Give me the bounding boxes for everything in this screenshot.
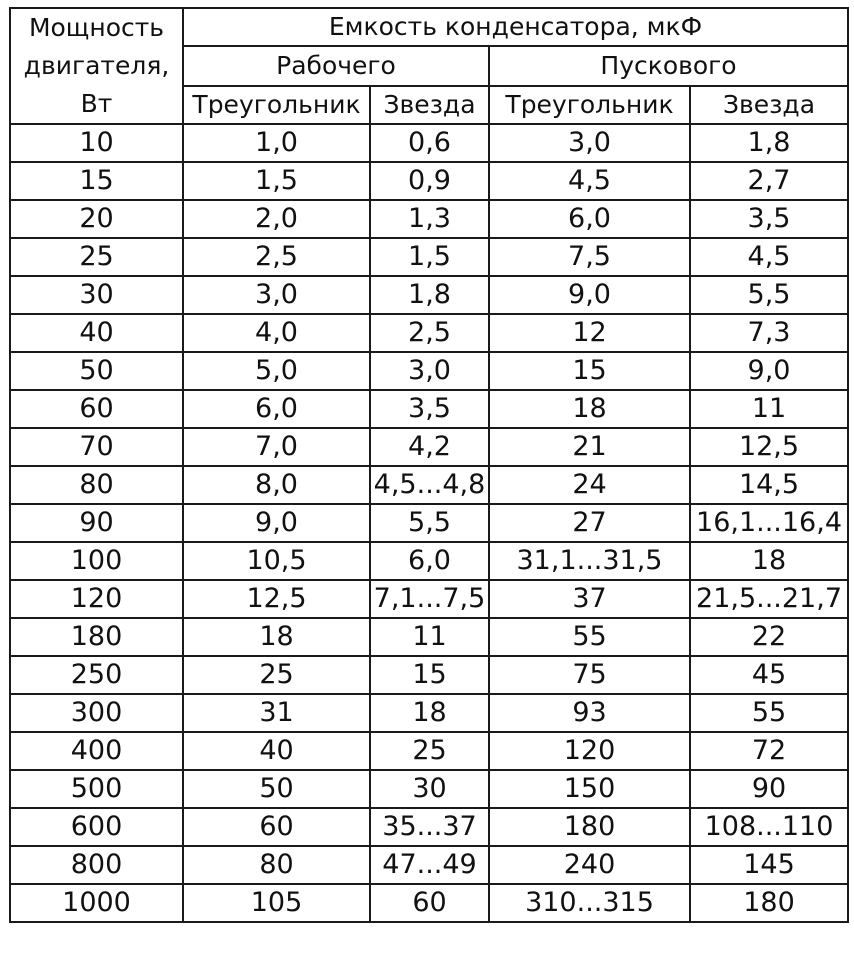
working-star-cell: 11 <box>370 618 489 656</box>
working-star-cell: 1,5 <box>370 238 489 276</box>
starting-star-cell: 45 <box>690 656 848 694</box>
starting-star-cell: 3,5 <box>690 200 848 238</box>
starting-star-cell: 11 <box>690 390 848 428</box>
starting-star-cell: 22 <box>690 618 848 656</box>
working-triangle-cell: 1,0 <box>183 124 370 162</box>
working-star-cell: 3,5 <box>370 390 489 428</box>
power-cell: 60 <box>10 390 183 428</box>
table-row <box>10 656 848 694</box>
starting-triangle-cell: 7,5 <box>489 238 690 276</box>
working-star-cell: 4,5...4,8 <box>370 466 489 504</box>
working-star-cell: 1,8 <box>370 276 489 314</box>
starting-triangle-cell: 310...315 <box>489 884 690 922</box>
starting-star-cell: 145 <box>690 846 848 884</box>
working-triangle-cell: 60 <box>183 808 370 846</box>
working-triangle-cell: 31 <box>183 694 370 732</box>
table-row <box>10 618 848 656</box>
working-triangle-cell: 80 <box>183 846 370 884</box>
power-cell: 20 <box>10 200 183 238</box>
table-row <box>10 542 848 580</box>
starting-star-cell: 72 <box>690 732 848 770</box>
starting-triangle-cell: 21 <box>489 428 690 466</box>
table-row <box>10 846 848 884</box>
working-triangle-cell: 18 <box>183 618 370 656</box>
starting-star-cell: 180 <box>690 884 848 922</box>
power-cell: 120 <box>10 580 183 618</box>
power-header-line2: двигателя, <box>23 51 170 80</box>
table-row <box>10 238 848 276</box>
table-row <box>10 314 848 352</box>
power-header <box>10 8 183 124</box>
working-triangle-cell: 9,0 <box>183 504 370 542</box>
power-cell: 180 <box>10 618 183 656</box>
working-triangle-cell: 3,0 <box>183 276 370 314</box>
starting-triangle-cell: 150 <box>489 770 690 808</box>
table-row <box>10 276 848 314</box>
working-star-cell: 4,2 <box>370 428 489 466</box>
working-star-cell: 5,5 <box>370 504 489 542</box>
power-header-line1: Мощность <box>28 13 165 42</box>
working-star-cell: 6,0 <box>370 542 489 580</box>
working-triangle-cell: 6,0 <box>183 390 370 428</box>
starting-triangle-cell: 31,1...31,5 <box>489 542 690 580</box>
capacitor-table <box>9 7 849 923</box>
working-triangle-cell: 2,5 <box>183 238 370 276</box>
table-row <box>10 466 848 504</box>
starting-star-cell: 108...110 <box>690 808 848 846</box>
working-star-cell: 3,0 <box>370 352 489 390</box>
starting-star-cell: 2,7 <box>690 162 848 200</box>
working-star-cell: 35...37 <box>370 808 489 846</box>
starting-star-cell: 9,0 <box>690 352 848 390</box>
starting-star-cell: 7,3 <box>690 314 848 352</box>
working-triangle-cell: 40 <box>183 732 370 770</box>
working-triangle-cell: 8,0 <box>183 466 370 504</box>
working-star-cell: 1,3 <box>370 200 489 238</box>
working-star-cell: 25 <box>370 732 489 770</box>
working-star-cell: 0,9 <box>370 162 489 200</box>
working-triangle-cell: 5,0 <box>183 352 370 390</box>
power-cell: 1000 <box>10 884 183 922</box>
starting-triangle-cell: 180 <box>489 808 690 846</box>
table-row <box>10 428 848 466</box>
table-row <box>10 504 848 542</box>
starting-star-cell: 55 <box>690 694 848 732</box>
working-header: Рабочего <box>183 46 489 85</box>
working-triangle-cell: 105 <box>183 884 370 922</box>
starting-triangle-cell: 27 <box>489 504 690 542</box>
starting-star-cell: 16,1...16,4 <box>690 504 848 542</box>
power-cell: 90 <box>10 504 183 542</box>
table-row <box>10 580 848 618</box>
power-cell: 40 <box>10 314 183 352</box>
power-cell: 600 <box>10 808 183 846</box>
working-star-header: Звезда <box>370 86 489 124</box>
power-cell: 25 <box>10 238 183 276</box>
power-cell: 400 <box>10 732 183 770</box>
table-row <box>10 732 848 770</box>
table-body <box>10 124 848 922</box>
power-cell: 80 <box>10 466 183 504</box>
working-triangle-cell: 12,5 <box>183 580 370 618</box>
starting-star-cell: 12,5 <box>690 428 848 466</box>
starting-triangle-cell: 4,5 <box>489 162 690 200</box>
power-cell: 250 <box>10 656 183 694</box>
table-row <box>10 770 848 808</box>
starting-star-cell: 21,5...21,7 <box>690 580 848 618</box>
starting-triangle-cell: 240 <box>489 846 690 884</box>
table-row <box>10 200 848 238</box>
starting-triangle-cell: 24 <box>489 466 690 504</box>
working-triangle-cell: 2,0 <box>183 200 370 238</box>
power-cell: 50 <box>10 352 183 390</box>
table-row <box>10 162 848 200</box>
starting-triangle-cell: 18 <box>489 390 690 428</box>
table-row <box>10 352 848 390</box>
working-triangle-cell: 1,5 <box>183 162 370 200</box>
starting-triangle-cell: 3,0 <box>489 124 690 162</box>
starting-star-cell: 4,5 <box>690 238 848 276</box>
power-cell: 70 <box>10 428 183 466</box>
table-row <box>10 808 848 846</box>
power-cell: 800 <box>10 846 183 884</box>
capacity-header: Емкость конденсатора, мкФ <box>183 8 848 46</box>
working-triangle-cell: 4,0 <box>183 314 370 352</box>
working-star-cell: 2,5 <box>370 314 489 352</box>
working-star-cell: 18 <box>370 694 489 732</box>
starting-triangle-cell: 93 <box>489 694 690 732</box>
power-cell: 30 <box>10 276 183 314</box>
power-cell: 100 <box>10 542 183 580</box>
starting-triangle-cell: 15 <box>489 352 690 390</box>
table-row <box>10 694 848 732</box>
starting-star-cell: 5,5 <box>690 276 848 314</box>
working-star-cell: 7,1...7,5 <box>370 580 489 618</box>
starting-triangle-cell: 75 <box>489 656 690 694</box>
working-star-cell: 47...49 <box>370 846 489 884</box>
starting-triangle-cell: 9,0 <box>489 276 690 314</box>
starting-triangle-cell: 12 <box>489 314 690 352</box>
starting-triangle-cell: 6,0 <box>489 200 690 238</box>
table-row <box>10 390 848 428</box>
working-triangle-cell: 25 <box>183 656 370 694</box>
starting-star-header: Звезда <box>690 86 848 124</box>
working-triangle-cell: 10,5 <box>183 542 370 580</box>
power-cell: 10 <box>10 124 183 162</box>
working-triangle-cell: 50 <box>183 770 370 808</box>
starting-triangle-cell: 37 <box>489 580 690 618</box>
starting-star-cell: 18 <box>690 542 848 580</box>
starting-star-cell: 14,5 <box>690 466 848 504</box>
working-star-cell: 30 <box>370 770 489 808</box>
table-row <box>10 884 848 922</box>
working-triangle-header: Треугольник <box>183 86 370 124</box>
power-header-line3: Вт <box>80 89 113 118</box>
starting-triangle-header: Треугольник <box>489 86 690 124</box>
working-star-cell: 15 <box>370 656 489 694</box>
starting-star-cell: 1,8 <box>690 124 848 162</box>
starting-header: Пускового <box>489 46 848 85</box>
power-cell: 500 <box>10 770 183 808</box>
working-triangle-cell: 7,0 <box>183 428 370 466</box>
power-cell: 300 <box>10 694 183 732</box>
starting-star-cell: 90 <box>690 770 848 808</box>
starting-triangle-cell: 55 <box>489 618 690 656</box>
working-star-cell: 0,6 <box>370 124 489 162</box>
table-row <box>10 124 848 162</box>
starting-triangle-cell: 120 <box>489 732 690 770</box>
working-star-cell: 60 <box>370 884 489 922</box>
power-cell: 15 <box>10 162 183 200</box>
